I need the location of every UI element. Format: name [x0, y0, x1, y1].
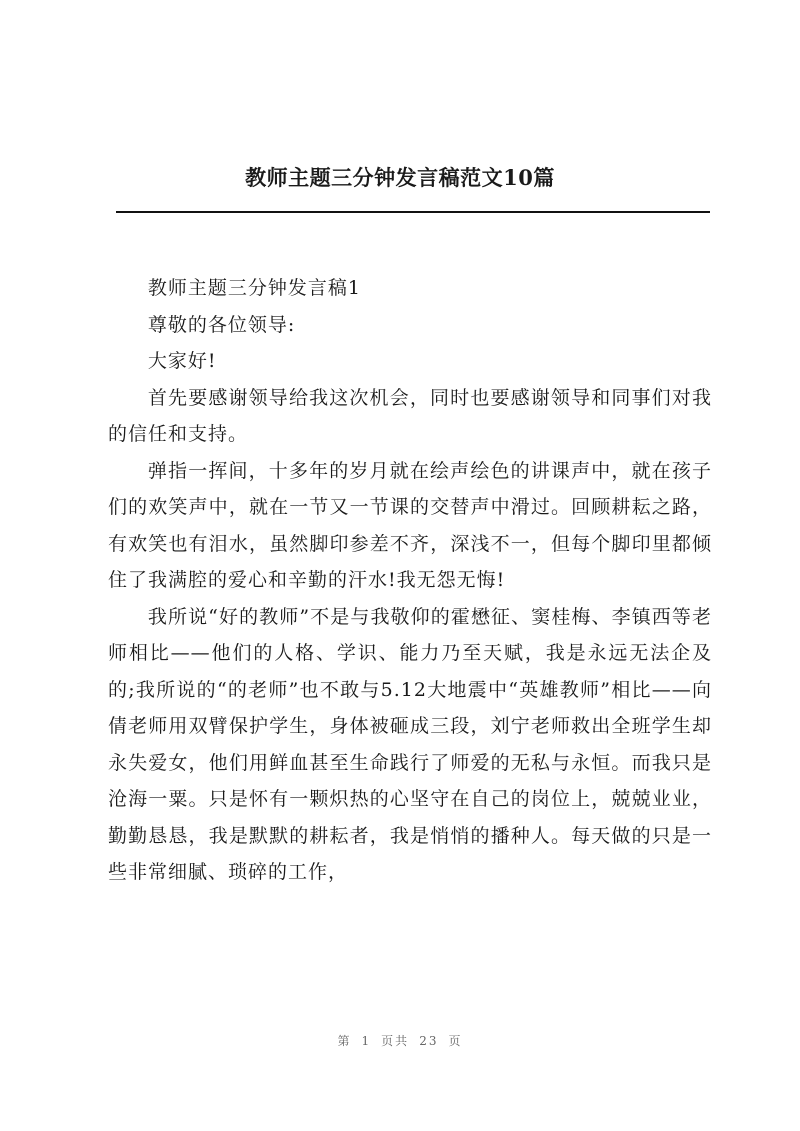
document-title: 教师主题三分钟发言稿范文10篇 — [245, 165, 555, 190]
body-paragraph: 我所说“好的教师”不是与我敬仰的霍懋征、窦桂梅、李镇西等老师相比——他们的人格、学识、能力乃至天赋，我是永远无法企及的;我所说的“的老师”也不敢与5.12大地震中“英雄教师”相比——向倩老师用双臂保护学生，身体被砸成三段，刘宁老师救出全班学生却永失爱女，他们用鲜血甚至生命践行了师爱的无私与永恒。而我只是沧海一粟。只是怀有一颗炽热的心坚守在自己的岗位上，兢兢业业，勤勤恳恳，我是默默的耕耘者，我是悄悄的播种人。每天做的只是一些非常细腻、琐碎的工作， — [108, 605, 712, 883]
document-body — [108, 270, 712, 891]
footer-suffix: 页 — [448, 1034, 463, 1048]
body-paragraph: 弹指一挥间，十多年的岁月就在绘声绘色的讲课声中，就在孩子们的欢笑声中，就在一节又一节课的交替声中滑过。回顾耕耘之路，有欢笑也有泪水，虽然脚印参差不齐，深浅不一，但每个脚印里都倾住了我满腔的爱心和辛勤的汗水!我无怨无悔! — [108, 459, 712, 591]
body-paragraph: 首先要感谢领导给我这次机会，同时也要感谢领导和同事们对我的信任和支持。 — [108, 386, 712, 445]
footer-middle: 页共 — [381, 1034, 410, 1048]
salutation: 尊敬的各位领导: — [147, 313, 296, 336]
footer-total-pages: 23 — [419, 1034, 439, 1048]
footer-prefix: 第 — [337, 1034, 352, 1048]
section-heading: 教师主题三分钟发言稿1 — [147, 277, 361, 299]
greeting: 大家好! — [147, 350, 217, 372]
title-underline — [116, 211, 710, 213]
page-footer — [0, 1032, 800, 1049]
footer-page-number: 1 — [361, 1034, 372, 1048]
